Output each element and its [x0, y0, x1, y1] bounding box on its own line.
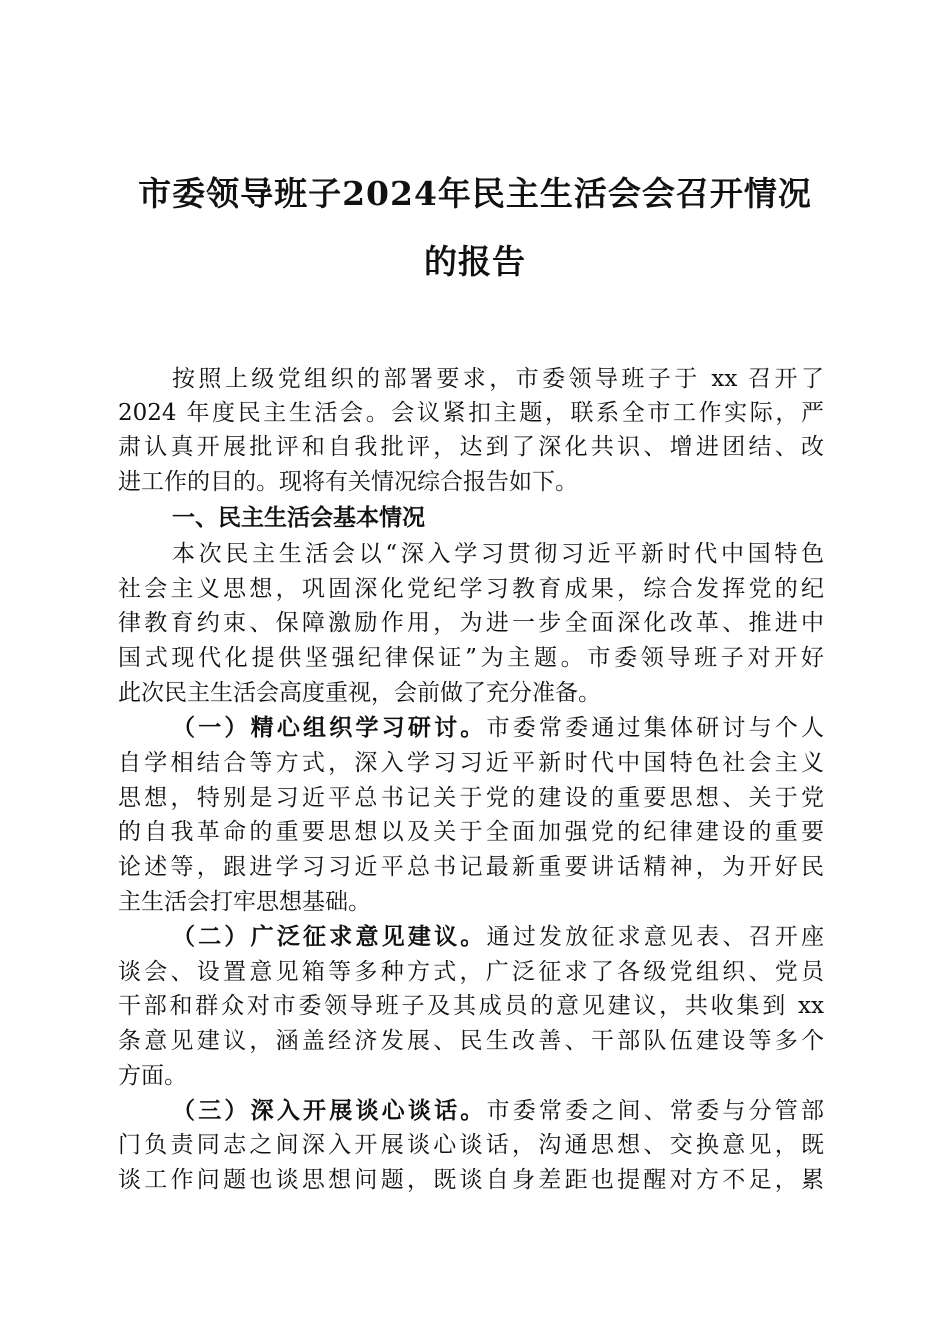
sub3-first-rest: 市委常委之间、常委与分管部 [486, 1098, 825, 1124]
section1-line: 社会主义思想，巩固深化党纪学习教育成果，综合发挥党的纪 [118, 576, 824, 602]
sub1-line: 论述等，跟进学习习近平总书记最新重要讲话精神，为开好民 [118, 854, 824, 880]
sub3-line: 门负责同志之间深入开展谈心谈话，沟通思想、交换意见，既 [118, 1132, 824, 1158]
intro-line: 肃认真开展批评和自我批评，达到了深化共识、增进团结、改 [118, 434, 824, 460]
sub3-label: （三）深入开展谈心谈话。 [172, 1097, 487, 1124]
intro-line: 进工作的目的。现将有关情况综合报告如下。 [118, 469, 578, 495]
document-title-line2: 的报告 [424, 242, 526, 281]
sub2-first-rest: 通过发放征求意见表、召开座 [486, 924, 825, 950]
sub1-line: 自学相结合等方式，深入学习习近平新时代中国特色社会主义 [118, 750, 824, 776]
sub1-label: （一）精心组织学习研讨。 [172, 714, 487, 741]
sub1-line: 主生活会打牢思想基础。 [118, 889, 371, 915]
sub2-line: 谈会、设置意见箱等多种方式，广泛征求了各级党组织、党员 [118, 959, 824, 985]
section1-line: 此次民主生活会高度重视，会前做了充分准备。 [118, 680, 601, 706]
sub2-line: 方面。 [118, 1063, 187, 1089]
section-heading: 一、民主生活会基本情况 [172, 505, 425, 531]
sub1-line: 的自我革命的重要思想以及关于全面加强党的纪律建设的重要 [118, 819, 824, 845]
sub2-label: （二）广泛征求意见建议。 [172, 923, 487, 950]
sub3-line: 谈工作问题也谈思想问题，既谈自身差距也提醒对方不足，累 [118, 1167, 824, 1193]
section1-line: 国式现代化提供坚强纪律保证”为主题。市委领导班子对开好 [118, 645, 824, 671]
sub1-first-rest: 市委常委通过集体研讨与个人 [486, 715, 825, 741]
sub2-line: 干部和群众对市委领导班子及其成员的意见建议，共收集到 xx [118, 993, 824, 1019]
sub1-first-line [172, 713, 824, 743]
section1-line: 律教育约束、保障激励作用，为进一步全面深化改革、推进中 [118, 610, 824, 636]
document-title-line1: 市委领导班子2024年民主生活会会召开情况 [138, 174, 812, 213]
sub2-line: 条意见建议，涵盖经济发展、民生改善、干部队伍建设等多个 [118, 1028, 824, 1054]
intro-line: 按照上级党组织的部署要求，市委领导班子于 xx 召开了 [172, 366, 824, 392]
sub1-line: 思想，特别是习近平总书记关于党的建设的重要思想、关于党 [118, 785, 824, 811]
sub3-first-line [172, 1096, 824, 1126]
section1-line: 本次民主生活会以“深入学习贯彻习近平新时代中国特色 [172, 541, 824, 567]
intro-line: 2024 年度民主生活会。会议紧扣主题，联系全市工作实际，严 [118, 400, 824, 426]
sub2-first-line [172, 922, 824, 952]
